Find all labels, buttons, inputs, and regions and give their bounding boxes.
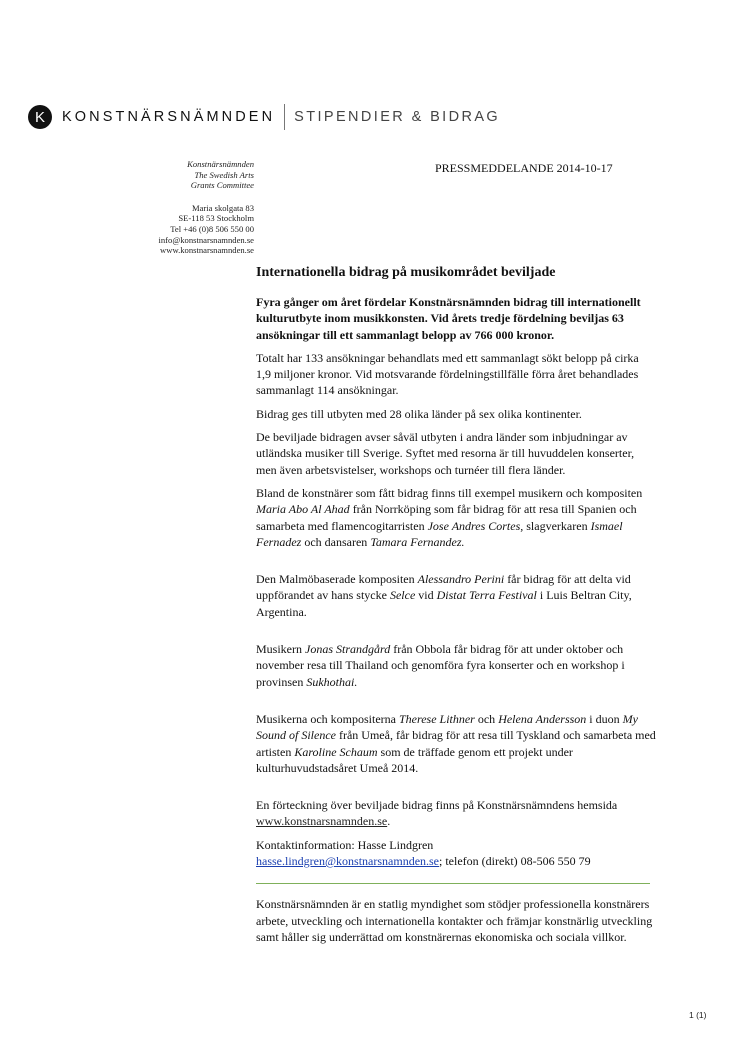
page-number: 1 (1) <box>689 1010 707 1020</box>
press-release-label: PRESSMEDDELANDE 2014-10-17 <box>435 161 613 175</box>
sender-name-sv: Konstnärsnämnden <box>187 159 254 169</box>
sender-phone: Tel +46 (0)8 506 550 00 <box>170 223 254 234</box>
divider-rule <box>256 883 650 884</box>
sender-email: info@konstnarsnamnden.se <box>158 234 254 245</box>
sender-web: www.konstnarsnamnden.se <box>160 245 254 256</box>
sender-name-en-2: Grants Committee <box>190 180 254 191</box>
paragraph-list-info: En förteckning över beviljade bidrag finns på Konstnärsnämndens hemsida www.konstnarsnamnden.se. <box>256 798 618 829</box>
logo-tagline: STIPENDIER & BIDRAG <box>294 109 501 125</box>
paragraph-1: Totalt har 133 ansökningar behandlats med ett sammanlagt sökt belopp på cirka 1,9 miljoner kronor. Vid motsvarande fördelningstillfälle förra året behandlades sammanlagt 114 ansökningar. <box>256 350 639 398</box>
logo-k-circle: K <box>28 105 52 129</box>
paragraph-5: Den Malmöbaserade kompositen Alessandro Perini får bidrag för att delta vid uppförandet av hans stycke Selce vid Distat Terra Festival i Luis Beltran City, Argentina. <box>256 572 632 619</box>
article <box>256 264 656 952</box>
logo <box>28 102 500 132</box>
article-title: Internationella bidrag på musikområdet beviljade <box>256 265 556 280</box>
website-link[interactable]: www.konstnarsnamnden.se <box>256 814 388 829</box>
paragraph-6: Musikern Jonas Strandgård från Obbola får bidrag för att under oktober och november resa till Thailand och genomföra fyra konserter och en workshop i provinsen Sukhothai. <box>256 642 625 689</box>
about-text: Konstnärsnämnden är en statlig myndighet som stödjer professionella konstnärers arbete, utveckling och internationella kontakter och främjar konstnärlig utveckling samt håller sig underrättad om konstnärernas ekonomiska och sociala villkor. <box>256 897 653 944</box>
paragraph-7: Musikerna och kompositerna Therese Lithner och Helena Andersson i duon My Sound of Silence från Umeå, får bidrag för att resa till Tyskland och samarbeta med artisten Karoline Schaum som de träffade genom ett projekt under kulturhuvudstadsåret Umeå 2014. <box>256 711 656 775</box>
logo-org-name: KONSTNÄRSNÄMNDEN <box>62 109 276 125</box>
paragraph-4: Bland de konstnärer som fått bidrag finns till exempel musikern och kompositen Maria Abo Al Ahad från Norrköping som får bidrag för att resa till Spanien och samarbeta med flamencogitarristen Jose Andres Cortes, slagverkaren Ismael Fernadez och dansaren Tamara Fernandez. <box>256 485 643 549</box>
sender-street: Maria skolgata 83 <box>191 202 254 213</box>
sender-city: SE-118 53 Stockholm <box>178 213 254 224</box>
contact-email-link[interactable]: hasse.lindgren@konstnarsnamnden.se <box>256 854 440 869</box>
article-lead: Fyra gånger om året fördelar Konstnärsnämnden bidrag till internationellt kulturutbyte inom musikkonsten. Vid årets tredje fördelning beviljas 63 ansökningar till ett sammanlagt belopp av 766 000 kronor. <box>256 295 641 342</box>
sender-name-en-1: The Swedish Arts <box>194 169 254 180</box>
contact-info: Kontaktinformation: Hasse Lindgren hasse.lindgren@konstnarsnamnden.se; telefon (direkt) 08-506 550 79 <box>256 837 591 869</box>
sender-block <box>158 159 254 256</box>
logo-divider <box>284 104 285 130</box>
paragraph-2: Bidrag ges till utbyten med 28 olika länder på sex olika kontinenter. <box>256 406 582 421</box>
paragraph-3: De beviljade bidragen avser såväl utbyten i andra länder som inbjudningar av utländska musiker till Sverige. Syftet med resorna är till huvuddelen konserter, men även arbetsvistelser, workshops och turnéer till flera länder. <box>256 430 635 477</box>
